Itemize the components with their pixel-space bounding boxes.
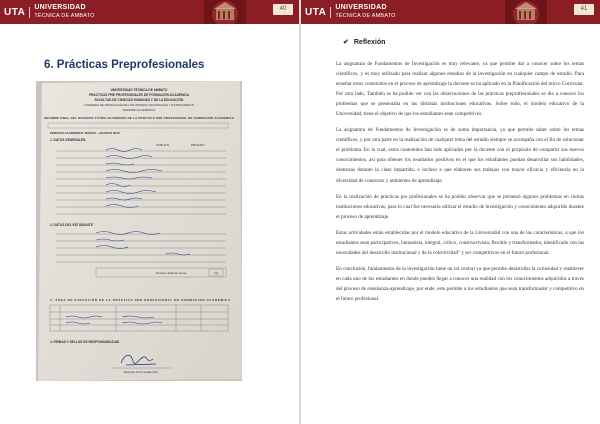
university-name-line2: TÉCNICA DE AMBATO [335, 13, 396, 19]
building-seal-icon [505, 0, 547, 24]
form-section-4: 4. FIRMAS Y SELLOS DE RESPONSABILIDAD [50, 340, 120, 344]
form-section-3: 3. ÁREA DE EJECUCIÓN DE LA PRÁCTICA PRE PROFESIONAL DE FORMACIÓN ACADÉMICA [50, 298, 230, 302]
university-logo [4, 2, 95, 22]
reflection-heading [343, 38, 385, 46]
form-heading-line: UNIVERSIDAD TÉCNICA DE AMBATO [110, 88, 168, 92]
body-paragraph: En la realización de prácticas pre profesionales se ha podido observar que se presentó algunos problemas en ciertas instituciones educativas, para lo cual fue necesario utilizar el estudio de investigación y conocimiento adquirido durante el proceso de aprendizaje. [336, 193, 584, 220]
right-page [301, 0, 600, 424]
page-number: 41 [574, 4, 594, 15]
body-paragraph: En conclusión, fundamentos de la investigación tiene un rol central ya que permite desarrollar la curiosidad y establecer en cada uno de los estudiantes en donde pueden llegar a conocer una realidad con los conocimientos adquiridos a través del proceso de enseñanza-aprendizaje, por ende, esto permite a los estudiantes que sean transformador y competitivo en el futuro profesional. [336, 265, 584, 302]
form-section-1: 1. DATOS GENERALES: [50, 138, 87, 142]
form-heading-line: PRÁCTICAS PRE PROFESIONALES DE FORMACIÓN ACADÉMICA [88, 93, 190, 97]
header-band [301, 0, 600, 24]
form-section-2: 2. DATOS DEL ESTUDIANTE [50, 223, 93, 227]
brand-mark: UTA [305, 7, 331, 18]
body-paragraph: La asignatura de Fundamentos de Investigación es de suma importancia, ya que permite saber sobre los temas científicos, y por otra parte en la realización de cualquier tema del estudio siempre se acompaña con el fin de solucionar el problema. En la cual, estos contenidos han sido aplicados por la docente con el propósito de compartir sus nuevos conocimientos, así para obtener los resultados positivos en el que los estudiantes puedan desarrollar sus habilidades, destrezas durante la clase impartida, e incluso a que elaboren sus trabajos con mayor eficacia y eficiencia en la diversidad de contextos y ambientes de aprendizaje. [336, 127, 584, 184]
form-heading-line: FACULTAD DE CIENCIAS HUMANAS Y DE LA EDUCACIÓN [94, 98, 184, 102]
form-heading-line: CARRERA DE PEDAGOGÍA DE LOS IDIOMAS NACIONALES Y EXTRANJEROS [84, 103, 194, 107]
total-hours-value: 72 [213, 270, 219, 276]
university-name [34, 4, 94, 20]
practice-form-photo [36, 81, 242, 381]
university-name-line1: UNIVERSIDAD [335, 4, 387, 11]
form-period: PERIODO ACADÉMICO: MARZO – AGOSTO 2019 [50, 131, 120, 135]
form-title: INFORME FINAL DEL DOCENTE TUTOR ACADÉMICO DE LA PRÁCTICA PRE PROFESIONAL DE FORMACIÓN ACADÉMICA [44, 116, 234, 120]
check-bullet-icon: ✔ [343, 39, 349, 46]
left-page [0, 0, 299, 424]
form-heading-line: PERIODO ACADÉMICO [122, 108, 156, 112]
total-hours-label: Número Total de horas [156, 271, 187, 275]
building-seal-icon [204, 0, 246, 24]
header-band [0, 0, 299, 24]
body-paragraph: La asignatura de Fundamentos de Investigación es muy relevante, ya que permite dar a conocer sobre los temas científicos, y es muy utilizado para realizar algunos estudios de la investigación en cualquier campo de estudio. Para enseñar estos contenidos en el proceso de aprendizaje la docente se ha aplicado en la Planificación del micro Curricular. Por otro lado, También se ha podido ver con las observaciones de las prácticas preprofesionales se dio a conocer los problemas que se presentaba en las distintas instituciones educativas. Sobre todo, el modelo educativo de la Universidad, tiene el objetivo de que los estudiantes sean competitivos. [336, 61, 584, 118]
university-name [335, 4, 395, 20]
publico-label: PÚBLICO [156, 143, 170, 147]
university-name-line2: TÉCNICA DE AMBATO [34, 13, 95, 19]
privado-label: PRIVADO [191, 143, 205, 147]
section-title: 6. Prácticas Preprofesionales [44, 59, 205, 71]
university-name-line1: UNIVERSIDAD [34, 4, 86, 11]
brand-mark: UTA [4, 7, 30, 18]
reflection-body [336, 59, 584, 310]
body-paragraph: Estas actividades están establecidas por el modelo educativo de la Universidad con una de las características, a que los estudiantes sean participativos, humanista, integral, crítico, constructivista, flexible y transformador, identificado con las necesidades del desarrollo institucional y de la colectividad" y ser competitivos en el futuro profesional. [336, 229, 584, 256]
page-number: 40 [273, 4, 293, 15]
reflection-heading-text: Reflexión [353, 39, 386, 46]
signature-name: Docente Tutor Académico [123, 370, 159, 374]
university-logo [305, 2, 396, 22]
